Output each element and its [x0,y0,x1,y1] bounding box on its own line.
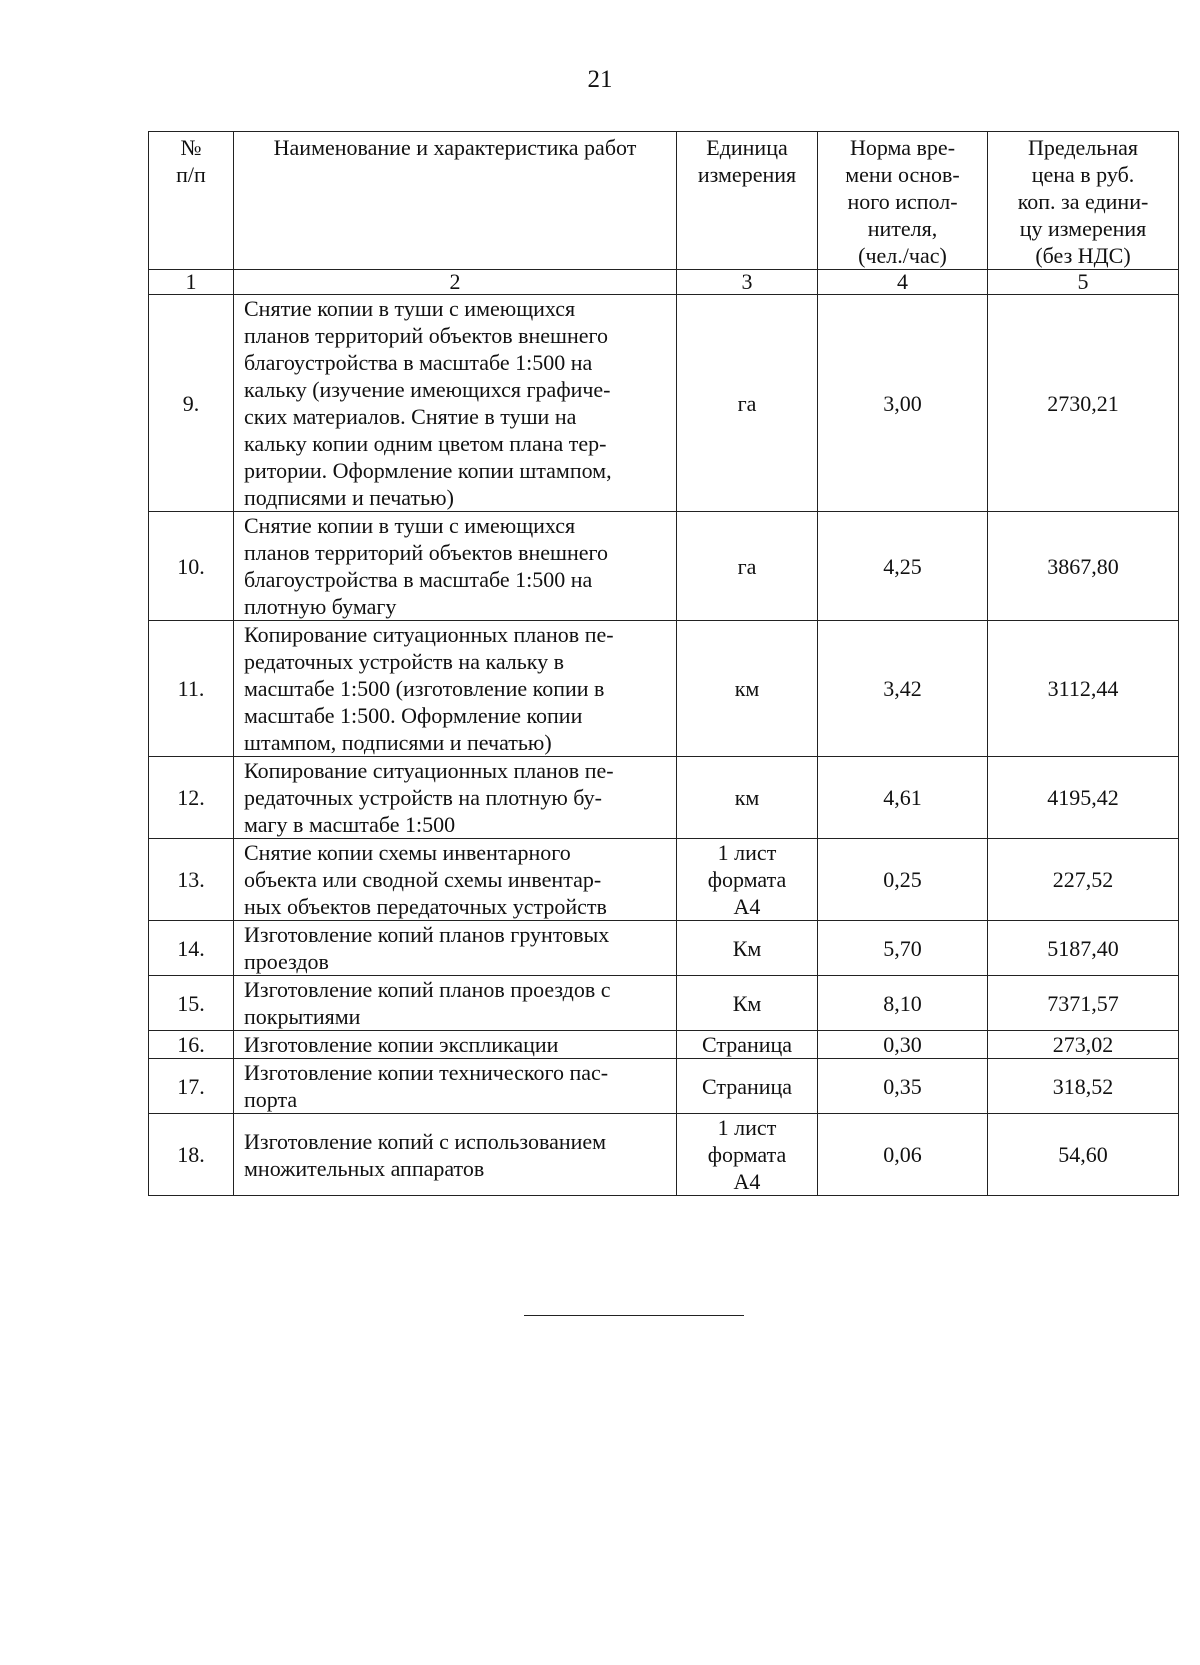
unit-cell: Км [677,921,818,976]
time-norm-cell: 3,42 [818,621,988,757]
column-number: 3 [677,270,818,295]
price-cell: 3112,44 [988,621,1179,757]
end-rule [524,1315,744,1316]
pricing-table [148,131,1179,1196]
row-number: 9. [149,295,234,512]
row-number: 13. [149,839,234,921]
work-name: Изготовление копии технического пас- порта [234,1059,677,1114]
row-number: 14. [149,921,234,976]
column-number: 2 [234,270,677,295]
unit-cell: га [677,295,818,512]
row-number: 15. [149,976,234,1031]
work-name: Изготовление копий с использованием множительных аппаратов [234,1114,677,1196]
header-unit: Единица измерения [677,132,818,270]
work-name: Снятие копии в туши с имеющихся планов территорий объектов внешнего благоустройства в масштабе 1:500 на кальку (изучение имеющихся графиче- ских материалов. Снятие в туши на кальку копии одним цветом плана тер- ритории. Оформление копии штампом, подписями и печатью) [234,295,677,512]
page-number: 21 [587,66,613,93]
header-work-name: Наименование и характеристика работ [234,132,677,270]
time-norm-cell: 3,00 [818,295,988,512]
unit-cell: 1 лист формата А4 [677,1114,818,1196]
price-cell: 54,60 [988,1114,1179,1196]
table-body [149,295,1179,1196]
unit-cell: га [677,512,818,621]
time-norm-cell: 0,30 [818,1031,988,1059]
table-row [149,921,1179,976]
table-row [149,976,1179,1031]
work-name: Изготовление копий планов грунтовых проездов [234,921,677,976]
time-norm-cell: 8,10 [818,976,988,1031]
header-max-price: Предельная цена в руб. коп. за едини- цу измерения (без НДС) [988,132,1179,270]
row-number: 12. [149,757,234,839]
header-row [149,132,1179,270]
table-row [149,512,1179,621]
unit-cell: Км [677,976,818,1031]
work-name: Снятие копии схемы инвентарного объекта или сводной схемы инвентар- ных объектов передаточных устройств [234,839,677,921]
work-name: Копирование ситуационных планов пе- редаточных устройств на кальку в масштабе 1:500 (изготовление копии в масштабе 1:500. Оформление копии штампом, подписями и печатью) [234,621,677,757]
row-number: 18. [149,1114,234,1196]
work-name: Изготовление копий планов проездов с покрытиями [234,976,677,1031]
unit-cell: Страница [677,1059,818,1114]
table-row [149,1114,1179,1196]
table-row [149,295,1179,512]
unit-cell: км [677,757,818,839]
row-number: 11. [149,621,234,757]
price-cell: 5187,40 [988,921,1179,976]
price-cell: 4195,42 [988,757,1179,839]
work-name: Снятие копии в туши с имеющихся планов территорий объектов внешнего благоустройства в масштабе 1:500 на плотную бумагу [234,512,677,621]
time-norm-cell: 0,25 [818,839,988,921]
time-norm-cell: 5,70 [818,921,988,976]
price-cell: 2730,21 [988,295,1179,512]
price-cell: 227,52 [988,839,1179,921]
column-number: 5 [988,270,1179,295]
table-row [149,1031,1179,1059]
time-norm-cell: 0,35 [818,1059,988,1114]
header-time-norm: Норма вре- мени основ- ного испол- нителя, (чел./час) [818,132,988,270]
table-header [149,132,1179,295]
column-numbers-row [149,270,1179,295]
row-number: 17. [149,1059,234,1114]
work-name: Изготовление копии экспликации [234,1031,677,1059]
column-number: 4 [818,270,988,295]
work-name: Копирование ситуационных планов пе- редаточных устройств на плотную бу- магу в масштабе 1:500 [234,757,677,839]
unit-cell: 1 лист формата А4 [677,839,818,921]
column-number: 1 [149,270,234,295]
unit-cell: км [677,621,818,757]
time-norm-cell: 0,06 [818,1114,988,1196]
table-row [149,1059,1179,1114]
unit-cell: Страница [677,1031,818,1059]
table-row [149,621,1179,757]
price-cell: 3867,80 [988,512,1179,621]
row-number: 16. [149,1031,234,1059]
header-number: № п/п [149,132,234,270]
table-row [149,757,1179,839]
price-cell: 7371,57 [988,976,1179,1031]
time-norm-cell: 4,25 [818,512,988,621]
time-norm-cell: 4,61 [818,757,988,839]
price-cell: 273,02 [988,1031,1179,1059]
row-number: 10. [149,512,234,621]
price-cell: 318,52 [988,1059,1179,1114]
table-row [149,839,1179,921]
